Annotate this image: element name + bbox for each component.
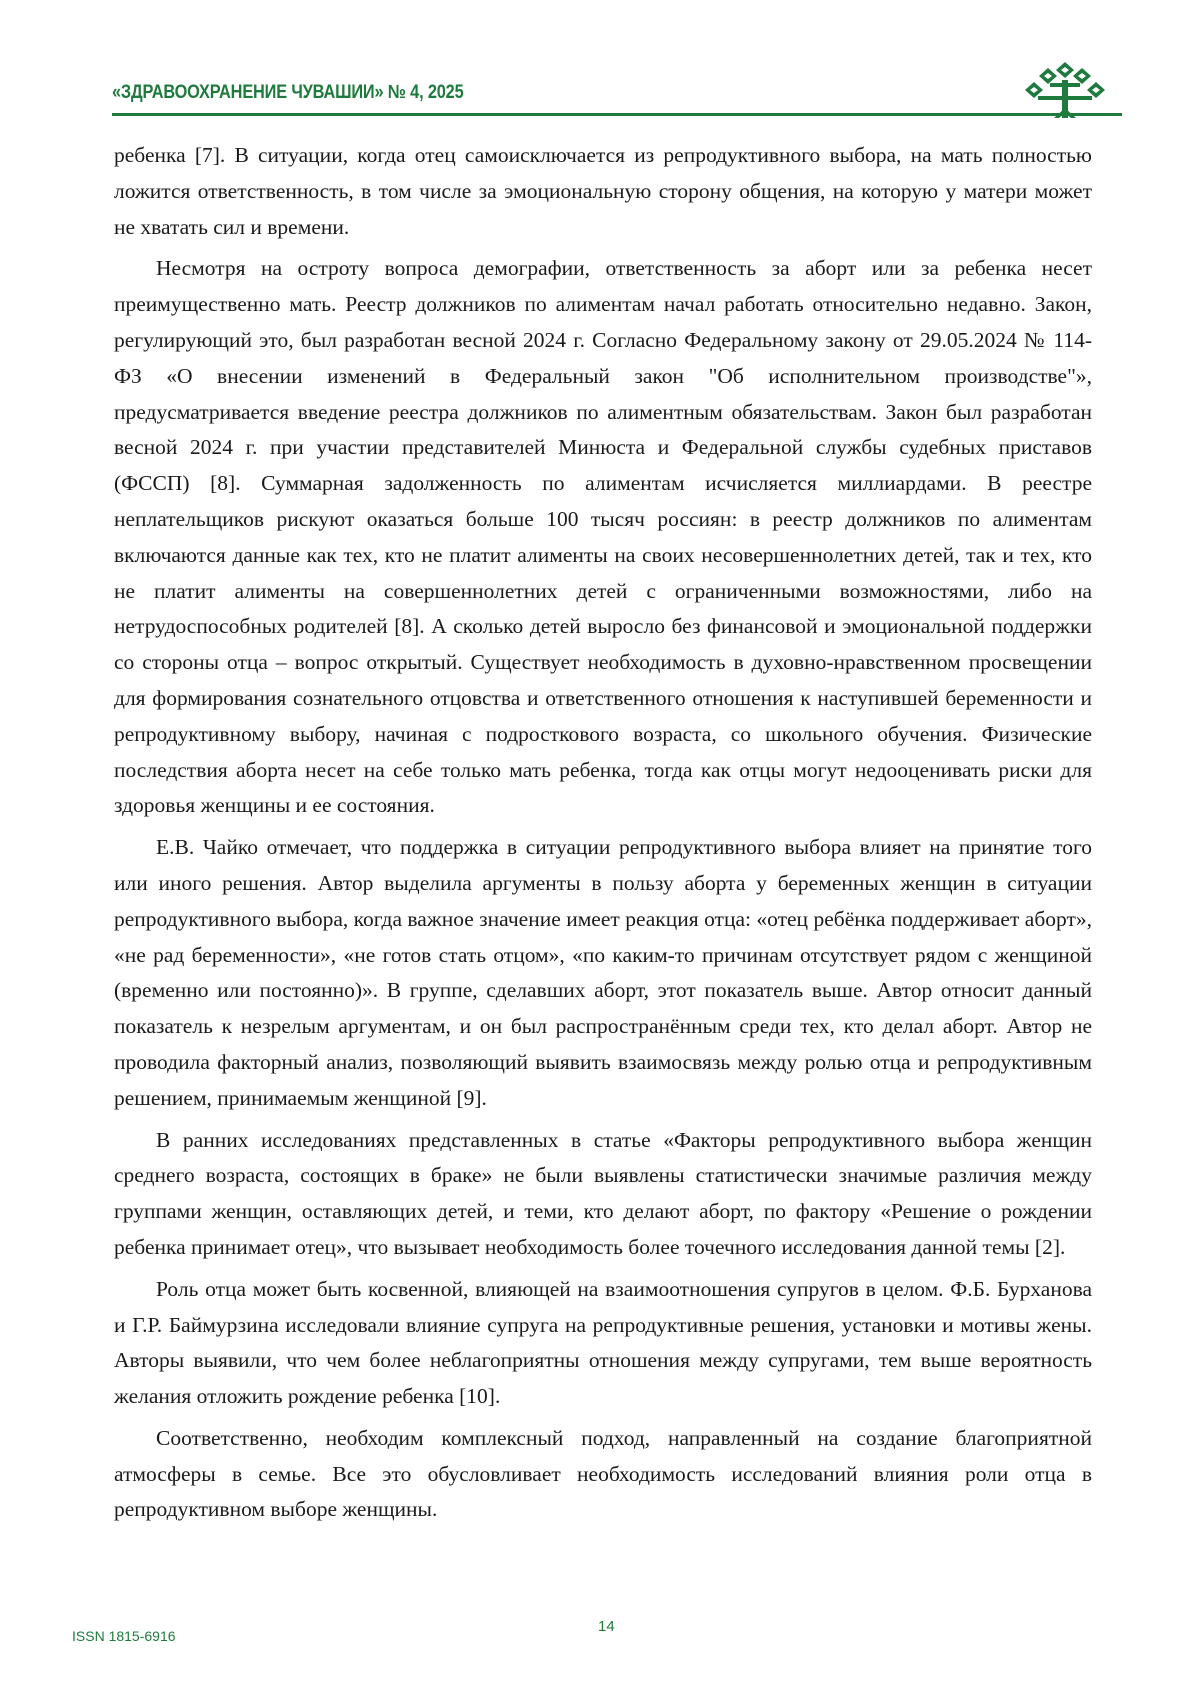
issn-label: ISSN 1815-6916 — [72, 1628, 176, 1644]
paragraph: В ранних исследованиях представленных в статье «Факторы репродуктивного выбора женщин среднего возраста, состоящих в браке» не были выявлены статистически значимые различия между группами женщин, оставляющих детей, и теми, кто делают аборт, по фактору «Решение о рождении ребенка принимает отец», что вызывает необходимость более точечного исследования данной темы [2]. — [114, 1127, 1092, 1259]
page-header — [112, 70, 1112, 120]
paragraph: Роль отца может быть косвенной, влияющей на взаимоотношения супругов в целом. Ф.Б. Бурханова и Г.Р. Баймурзина исследовали влияние супруга на репродуктивные решения, установки и мотивы жены. Авторы выявили, что чем более неблагоприятны отношения между супругами, тем выше вероятность желания отложить рождение ребенка [10]. — [114, 1276, 1092, 1409]
page-number: 14 — [598, 1618, 615, 1635]
header-rule — [112, 113, 1122, 116]
article-body — [114, 138, 1092, 1534]
paragraph: Е.В. Чайко отмечает, что поддержка в ситуации репродуктивного выбора влияет на принятие того или иного решения. Автор выделила аргументы в пользу аборта у беременных женщин в ситуации репродуктивного выбора, когда важное значение имеет реакция отца: «отец ребёнка поддерживает аборт», «не рад беременности», «не готов стать отцом», «по каким-то причинам отсутствует рядом с женщиной (временно или постоянно)». В группе, сделавших аборт, этот показатель выше. Автор относит данный показатель к незрелым аргументам, и он был распространённым среди тех, кто делал аборт. Автор не проводила факторный анализ, позволяющий выявить взаимосвязь между ролью отца и репродуктивным решением, принимаемым женщиной [9]. — [114, 835, 1092, 1110]
paragraph: ребенка [7]. В ситуации, когда отец самоисключается из репродуктивного выбора, на мать полностью ложится ответственность, в том числе за эмоциональную сторону общения, на которую у матери может не хватать сил и времени. — [114, 143, 1092, 239]
paragraph: Соответственно, необходим комплексный подход, направленный на создание благоприятной атмосферы в семье. Все это обусловливает необходимость исследований влияния роли отца в репродуктивном выборе женщины. — [114, 1425, 1092, 1522]
journal-title: «ЗДРАВООХРАНЕНИЕ ЧУВАШИИ» № 4, 2025 — [112, 82, 464, 103]
chuvash-tree-of-life-icon — [1024, 62, 1106, 120]
paragraph: Несмотря на остроту вопроса демографии, ответственность за аборт или за ребенка несет преимущественно мать. Реестр должников по алиментам начал работать относительно недавно. Закон, регулирующий это, был разработан весной 2024 г. Согласно Федеральному закону от 29.05.2024 № 114-ФЗ «О внесении изменений в Федеральный закон "Об исполнительном производстве"», предусматривается введение реестра должников по алиментным обязательствам. Закон был разработан весной 2024 г. при участии представителей Минюста и Федеральной службы судебных приставов (ФССП) [8]. Суммарная задолженность по алиментам исчисляется миллиардами. В реестре неплательщиков рискуют оказаться больше 100 тысяч россиян: в реестр должников по алиментам включаются данные как тех, кто не платит алименты на своих несовершеннолетних детей, так и тех, кто не платит алименты на совершеннолетних детей с ограниченными возможностями, либо на нетрудоспособных родителей [8]. А сколько детей выросло без финансовой и эмоциональной поддержки со стороны отца – вопрос открытый. Существует необходимость в духовно-нравственном просвещении для формирования сознательного отцовства и ответственного отношения к наступившей беременности и репродуктивному выбору, начиная с подросткового возраста, со школьного обучения. Физические последствия аборта несет на себе только мать ребенка, тогда как отцы могут недооценивать риски для здоровья женщины и ее состояния. — [114, 256, 1092, 818]
